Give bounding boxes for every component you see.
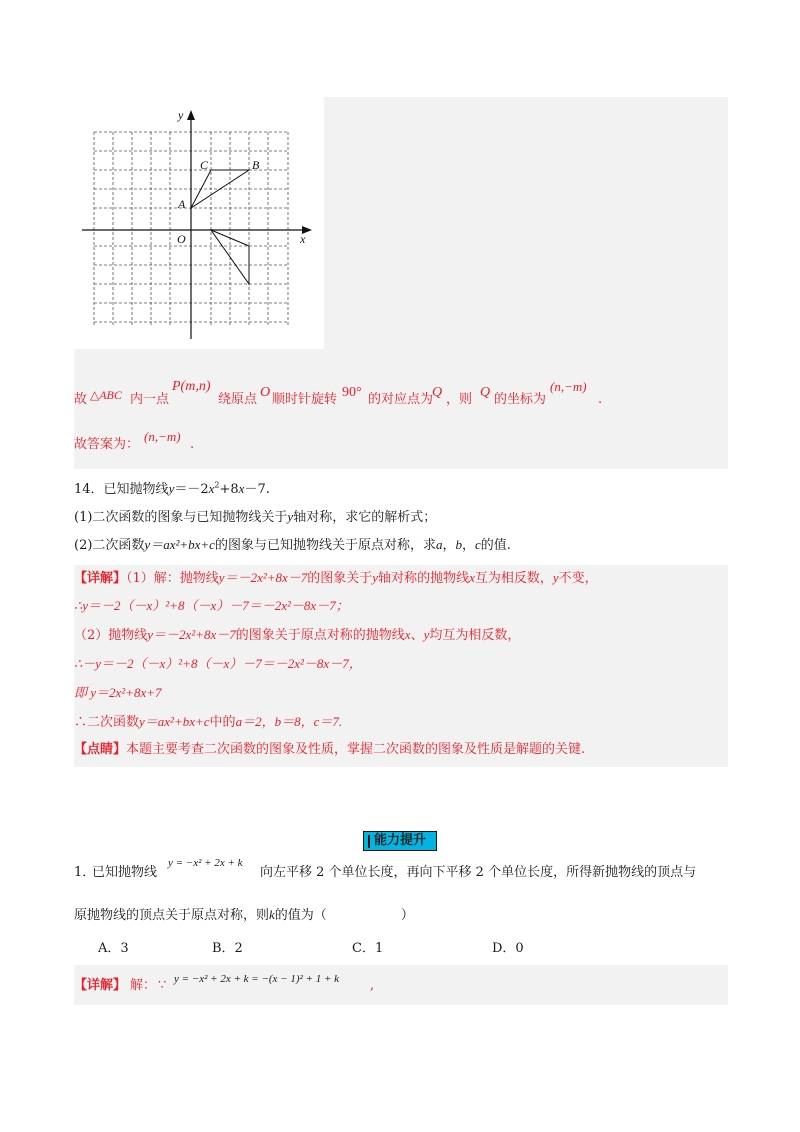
solution14-line5: 即 y＝2x²+8x+7 (74, 685, 162, 700)
q1-number: 1． (74, 865, 96, 880)
q1-line2: 原抛物线的顶点关于原点对称，则k的值为（ ） (74, 907, 414, 923)
label-y: y (178, 108, 184, 122)
coord-q: (n,−m) (550, 379, 587, 394)
solution14-line2: ∴y＝－2（－x）²+8（－x）－7＝－2x²－8x－7； (74, 598, 349, 613)
section-title-badge (363, 831, 437, 851)
point-o: O (260, 385, 271, 400)
section-title: 能力提升 (373, 833, 426, 848)
point-q: Q (432, 385, 443, 400)
solution14-line4: ∴－y＝－2（－x）²+8（－x）－7＝－2x²－8x－7， (74, 656, 362, 671)
answer-coord: (n,−m) (144, 429, 181, 444)
q14-part1: (1)二次函数的图象与已知抛物线关于y轴对称，求它的解析式； (74, 509, 437, 525)
label-c: C (200, 158, 209, 172)
badge-bar (368, 835, 370, 848)
label-a: A (178, 197, 186, 211)
q1-equation: y = −x² + 2x + k (168, 857, 243, 869)
option-d[interactable]: D．0 (492, 941, 524, 956)
triangle-abc-symbol: △ABC (90, 388, 122, 402)
because-symbol: ∵ (158, 978, 167, 993)
solution1-equation: y = −x² + 2x + k = −(x − 1)² + 1 + k (174, 973, 340, 985)
label-b: B (252, 158, 260, 172)
point-p: P(m,n) (172, 379, 211, 394)
solution1-block (74, 965, 728, 1005)
answer-label: 故答案为： (74, 437, 140, 452)
detail-tag: 【详解】 (74, 571, 127, 586)
q14-number: 14． (74, 482, 104, 497)
detail-tag-2: 【详解】 (74, 978, 127, 993)
label-o: O (177, 232, 186, 246)
option-b[interactable]: B．2 (212, 941, 243, 956)
triangle-rotated (211, 230, 249, 284)
option-a[interactable]: A．3 (98, 941, 129, 956)
label-x: x (300, 232, 306, 246)
q14-part2: (2)二次函数y＝ax²+bx+c的图象与已知抛物线关于原点对称，求a，b，c的值. (74, 537, 511, 553)
q14-stem: 14．已知抛物线$y=-2x^2+8x-7$. (74, 480, 270, 497)
solution14-line3: （2）抛物线y＝－2x²+8x－7的图象关于原点对称的抛物线x、y均互为相反数， (74, 627, 521, 643)
point-q2: Q (480, 385, 491, 400)
y-axis-arrow (187, 110, 195, 120)
angle-90: 90° (342, 385, 362, 400)
coordinate-figure (74, 97, 324, 349)
solution14-line6: ∴二次函数y＝ax²+bx+c中的a＝2，b＝8，c＝7. (74, 714, 343, 730)
comment-tag: 【点睛】 (74, 742, 127, 757)
option-c[interactable]: C．1 (352, 941, 384, 956)
solution14-line7: 【点睛】本题主要考查二次函数的图象及性质，掌握二次函数的图象及性质是解题的关键. (74, 742, 586, 757)
solution14-line1: 【详解】（1）解：抛物线y＝－2x²+8x－7的图象关于y轴对称的抛物线x互为相反数，y不变， (74, 570, 598, 586)
